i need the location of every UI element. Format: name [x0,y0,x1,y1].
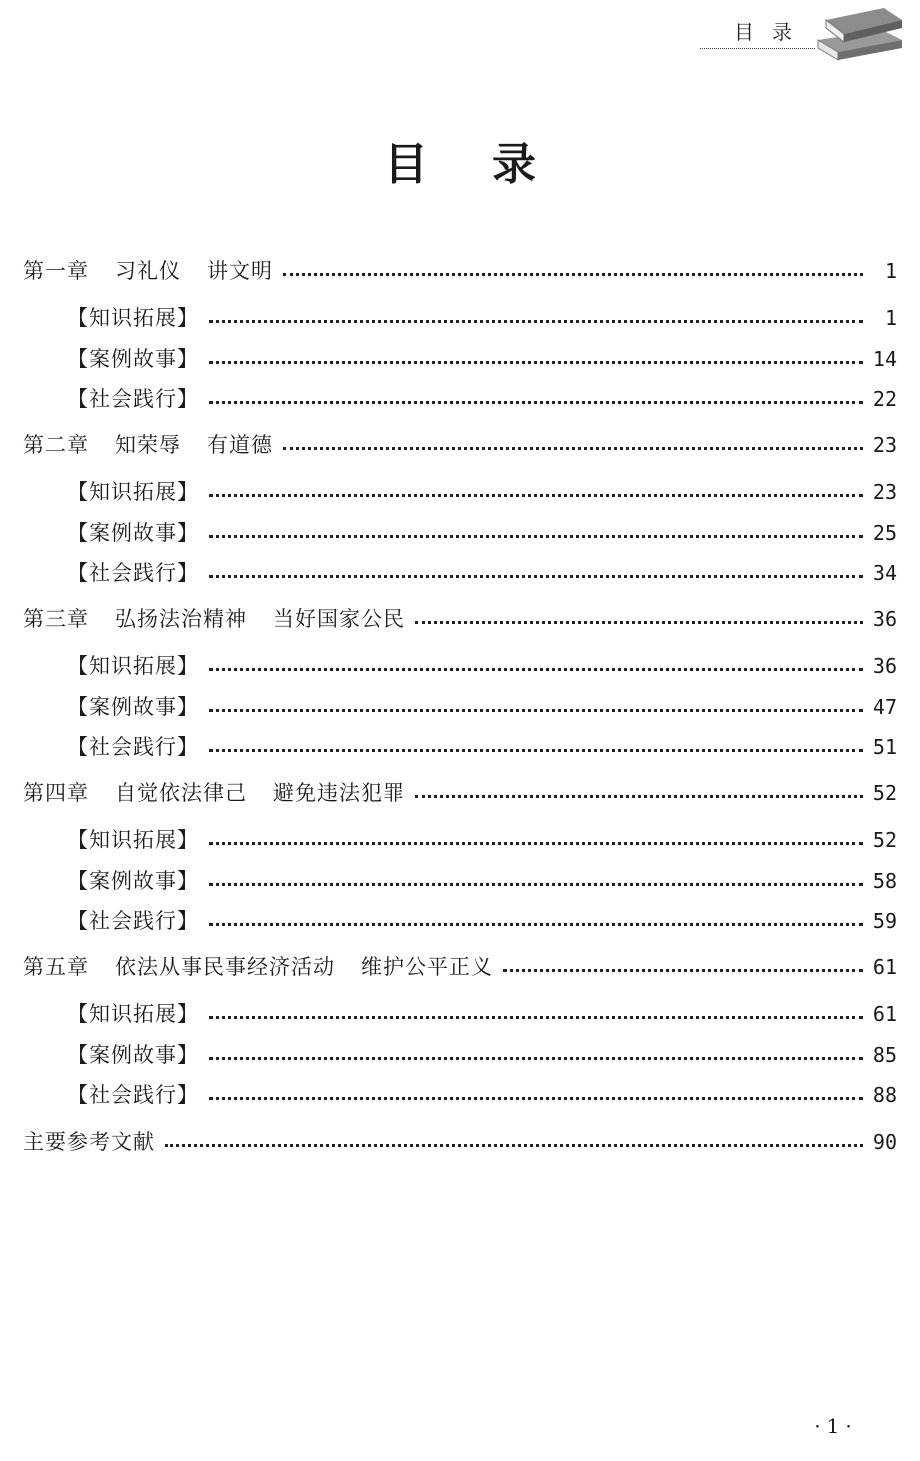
toc-entry-title [23,778,405,808]
toc-section-row[interactable] [67,558,897,588]
toc-entry-subtitle: 知荣辱 [115,433,181,457]
toc-entry-label: 【案例故事】 [67,695,199,719]
toc-section-row[interactable] [67,651,897,681]
toc-entry-subtitle: 自觉依法律己 [115,781,247,805]
toc-section-row[interactable] [67,866,897,896]
toc-entry-title [67,1080,199,1110]
toc-section-row[interactable] [67,906,897,936]
toc-page-number: 1 [884,259,897,283]
dot-leader [209,842,863,845]
toc-entry-label: 【案例故事】 [67,347,199,371]
dot-leader [209,575,863,578]
dot-leader [209,749,863,752]
page-number-value: 1 [826,1414,846,1438]
dot-leader [283,447,863,450]
dot-leader [209,883,863,886]
toc-section-row[interactable] [67,999,897,1029]
toc-section-row[interactable] [67,825,897,855]
dot-leader [209,1057,863,1060]
toc-section-row[interactable] [67,344,897,374]
running-header-title: 目录 [734,20,810,44]
toc-entry-title [67,732,199,762]
dot-leader [209,320,863,323]
toc-entry-label: 【社会践行】 [67,909,199,933]
dot-leader [209,923,863,926]
toc-page-number: 59 [872,909,897,933]
toc-section-row[interactable] [67,732,897,762]
toc-page-number: 34 [872,561,897,585]
toc-entry-title [67,558,199,588]
toc-entry-title [67,906,199,936]
toc-entry-label: 第二章 [23,433,89,457]
toc-entry-label: 第一章 [23,259,89,283]
toc-entry-subtitle: 弘扬法治精神 [115,607,247,631]
toc-chapter-row[interactable] [23,430,897,460]
dot-leader [415,795,863,798]
toc-entry-title [67,1040,199,1070]
toc-section-row[interactable] [67,477,897,507]
toc-page-number: 1 [884,306,897,330]
dot-leader [209,1016,863,1019]
toc-entry-title [23,952,493,982]
toc-page-number: 52 [872,781,897,805]
dot-leader [415,621,863,624]
toc-entry-title [67,999,199,1029]
toc-chapter-row[interactable] [23,604,897,634]
toc-page-number: 36 [872,654,897,678]
toc-entry-title [67,651,199,681]
toc-page-number: 36 [872,607,897,631]
toc-entry-title [23,604,405,634]
toc-section-row[interactable] [67,692,897,722]
toc-entry-label: 【案例故事】 [67,1043,199,1067]
toc-entry-label: 【知识拓展】 [67,306,199,330]
toc-section-row[interactable] [67,384,897,414]
toc-entry-title [67,692,199,722]
toc-page-number: 52 [872,828,897,852]
toc-page-number: 61 [872,955,897,979]
toc-entry-title [23,256,273,286]
toc-entry-subtitle: 习礼仪 [115,259,181,283]
toc-section-row[interactable] [67,518,897,548]
books-icon [812,0,904,64]
toc-page-number: 23 [872,433,897,457]
toc-entry-subtitle: 当好国家公民 [273,607,405,631]
toc-page-number: 58 [872,869,897,893]
toc-section-row[interactable] [67,1080,897,1110]
dot-leader [209,535,863,538]
toc-page-number: 23 [872,480,897,504]
toc-entry-label: 主要参考文献 [23,1130,155,1154]
toc-entry-title [67,384,199,414]
toc-entry-subtitle: 依法从事民事经济活动 [115,955,335,979]
toc-page-number: 85 [872,1043,897,1067]
toc-page-number: 88 [872,1083,897,1107]
running-header [700,18,815,48]
toc-entry-label: 第四章 [23,781,89,805]
toc-entry-title [67,303,199,333]
dot-leader [209,668,863,671]
toc-page-number: 25 [872,521,897,545]
dot-leader [209,494,863,497]
toc-entry-label: 【知识拓展】 [67,828,199,852]
dot-leader [209,1097,863,1100]
toc-entry-subtitle: 避免违法犯罪 [273,781,405,805]
toc-entry-label: 【社会践行】 [67,1083,199,1107]
toc-entry-subtitle: 有道德 [207,433,273,457]
dot-leader [283,273,863,276]
page-number: ·1· [814,1414,858,1438]
dot-leader [503,969,863,972]
toc-chapter-row[interactable] [23,1127,897,1157]
toc-entry-subtitle: 讲文明 [207,259,273,283]
toc-chapter-row[interactable] [23,952,897,982]
toc-entry-label: 第五章 [23,955,89,979]
toc-entry-title [23,1127,155,1157]
toc-entry-label: 【知识拓展】 [67,480,199,504]
toc-entry-label: 【社会践行】 [67,561,199,585]
toc-page-number: 14 [872,347,897,371]
toc-entry-label: 【案例故事】 [67,521,199,545]
toc-entry-title [23,430,273,460]
toc-page-number: 22 [872,387,897,411]
toc-entry-label: 【案例故事】 [67,869,199,893]
toc-entry-title [67,477,199,507]
toc-chapter-row[interactable] [23,256,897,286]
dot-leader [209,709,863,712]
dot-leader [165,1144,863,1147]
toc-entry-title [67,825,199,855]
toc-entry-label: 【知识拓展】 [67,654,199,678]
dot-leader [209,401,863,404]
toc-entry-label: 【社会践行】 [67,387,199,411]
toc-page-number: 61 [872,1002,897,1026]
toc-entry-title [67,344,199,374]
page-title: 目录 [384,139,600,190]
toc-section-row[interactable] [67,1040,897,1070]
toc-entry-label: 第三章 [23,607,89,631]
toc-page-number: 51 [872,735,897,759]
toc-page-number: 47 [872,695,897,719]
toc-entry-title [67,866,199,896]
toc-page-number: 90 [872,1130,897,1154]
toc-chapter-row[interactable] [23,778,897,808]
toc-entry-subtitle: 维护公平正义 [361,955,493,979]
toc-entry-title [67,518,199,548]
toc-section-row[interactable] [67,303,897,333]
toc-entry-label: 【社会践行】 [67,735,199,759]
dot-leader [209,361,863,364]
running-header-rule [700,48,815,49]
toc-entry-label: 【知识拓展】 [67,1002,199,1026]
